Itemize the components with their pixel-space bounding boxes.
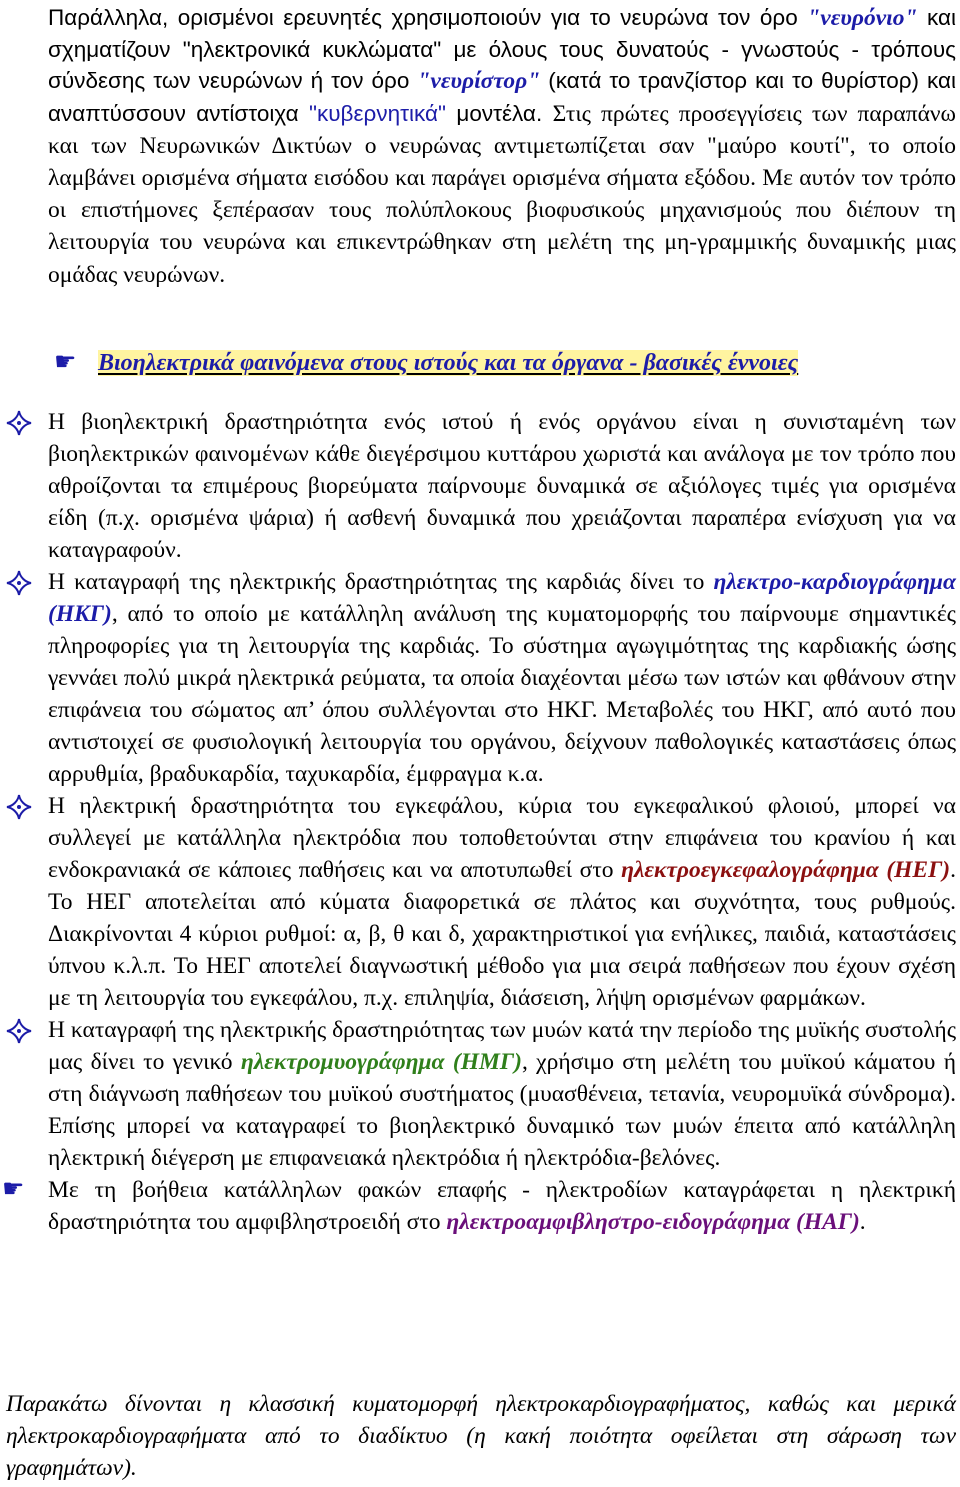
term-ecg: ηλεκτρο-καρδιογράφημα (ΗΚΓ) [48, 569, 956, 627]
term-erg: ηλεκτροαμφιβληστρο-ειδογράφημα (ΗΑΓ) [446, 1209, 860, 1235]
section-heading [54, 346, 960, 379]
diamond-bullet-icon [6, 570, 32, 596]
item-text-1: Η καταγραφή της ηλεκτρικής δραστηριότητας της καρδιάς δίνει το [48, 569, 714, 595]
item-text-2: , από το οποίο με κατάλληλη ανάλυση της κυματομορφής του παίρνουμε σημαντικές πληροφορίες για τη λειτουργία της καρδιάς. Το σύστημα αγωγιμότητας της καρδιακής ώσης γεννάει πολύ μικρά ηλεκτρικά ρεύματα, τα οποία διαχέονται μέσω των ιστών και φθάνουν στην επιφάνεια του σώματος απ’ όπου συλλέγονται στο ΗΚΓ. Μεταβολές του ΗΚΓ, από αυτό που αντιστοιχεί σε φυσιολογική λειτουργία του οργάνου, δείχνουν παθολογικές καταστάσεις όπως αρρυθμία, βραδυκαρδία, ταχυκαρδία, έμφραγμα κ.α. [48, 601, 956, 787]
item-text-2: . Το ΗΕΓ αποτελείται από κύματα διαφορετικά σε πλάτος και συχνότητα, τους ρυθμούς. Διακρίνονται 4 κύριοι ρυθμοί: α, β, θ και δ, χαρακτηριστικοί για ενήλικες, παιδιά, καταστάσεις ύπνου κ.λ.π. Το ΗΕΓ αποτελεί διαγνωστική μέθοδο για μια σειρά παθήσεων που έχουν σχέση με τη λειτουργία του εγκεφάλου, π.χ. επιληψία, διάσειση, λήψη ορισμένων φαρμάκων. [48, 857, 957, 1011]
intro-text-4: μοντέλα. [445, 100, 553, 126]
item-text-1: Με τη βοήθεια κατάλληλων φακών επαφής - ηλεκτροδίων καταγράφεται η ηλεκτρική δραστηριότητα του αμφιβληστροειδή στο [48, 1177, 956, 1235]
term-neuronio: "νευρόνιο" [807, 5, 918, 31]
intro-paragraph [48, 2, 956, 291]
pointing-hand-icon: ☛ [54, 347, 77, 376]
item-text-2: , χρήσιμο στη μελέτη του μυϊκού κάματου ή στη διάγνωση παθήσεων του μυϊκού συστήματος (μυασθένεια, τετανία, νευρομυϊκά σύνδρομα). Επίσης μπορεί να καταγραφεί το βιοηλεκτρικό δυναμικό των μυών έπειτα από κατάλληλη ηλεκτρική διέγερση με επιφανειακά ηλεκτρόδια ή ηλεκτρόδια-βελόνες. [48, 1049, 957, 1171]
diamond-bullet-icon [6, 794, 32, 820]
intro-text-1: Παράλληλα, ορισμένοι ερευνητές χρησιμοποιούν για το νευρώνα τον όρο [48, 5, 808, 30]
item-text-2: . [859, 1209, 866, 1235]
intro-text-2: και σχηματίζουν "ηλεκτρονικά κυκλώματα" με όλους τους δυνατούς - γνωστούς - τρόπους σύνδεσης των νευρώνων ή τον όρο [48, 5, 957, 94]
list-item-text [48, 1014, 956, 1174]
term-neuristor: "νευρίστορ" [417, 68, 541, 95]
closing-paragraph: Παρακάτω δίνονται η κλασσική κυματομορφή ηλεκτροκαρδιογραφήματος, καθώς και μερικά ηλεκτροκαρδιογραφήματα από το διαδίκτυο (η κακή ποιότητα οφείλεται στη σάρωση των γραφημάτων). [6, 1391, 956, 1481]
item-text-1: Η καταγραφή της ηλεκτρικής δραστηριότητας των μυών κατά την περίοδο της μυϊκής συστολής μας δίνει το γενικό [48, 1017, 956, 1075]
diamond-bullet-icon [6, 410, 32, 436]
term-eeg: ηλεκτροεγκεφαλογράφημα (ΗΕΓ) [621, 857, 951, 883]
term-kyvernitika: "κυβερνητικά" [309, 100, 446, 126]
concept-list [0, 406, 960, 1238]
intro-text-5: Στις πρώτες προσεγγίσεις των παραπάνω και των Νευρωνικών Δικτύων ο νευρώνας αντιμετωπίζεται σαν "μαύρο κουτί", το οποίο λαμβάνει ορισμένα σήματα εισόδου και παράγει ορισμένα σήματα εξόδου. Με αυτόν τον τρόπο οι επιστήμονες ξεπέρασαν τους πολύπλοκους βιοφυσικούς μηχανισμούς που διέπουν τη λειτουργία του νευρώνα και επικεντρώθηκαν στη μελέτη της μη-γραμμικής δυναμικής μιας ομάδας νευρώνων. [48, 100, 956, 288]
list-item-text [48, 1174, 956, 1238]
list-item-text [48, 406, 956, 566]
list-item-text [48, 790, 956, 1014]
intro-text-3: (κατά το τρανζίστορ και το θυρίστορ) και αναπτύσσουν αντίστοιχα [48, 68, 956, 126]
pointing-hand-icon: ☛ [2, 1174, 25, 1203]
list-item [0, 790, 956, 1014]
list-item [0, 1174, 956, 1238]
list-item [0, 1014, 956, 1174]
diamond-bullet-icon [6, 1018, 32, 1044]
section-heading-text: Βιοηλεκτρικά φαινόμενα στους ιστούς και τα όργανα - βασικές έννοιες [98, 350, 799, 376]
list-item-text [48, 566, 956, 790]
item-text-1: Η βιοηλεκτρική δραστηριότητα ενός ιστού ή ενός οργάνου είναι η συνισταμένη των βιοηλεκτρικών φαινομένων κάθε διεγέρσιμου κυττάρου χωριστά και ανάλογα με τον τρόπο που αθροίζονται τα επιμέρους βιορεύματα παίρνουμε δυναμικά σε αξιόλογες τιμές για ορισμένα είδη (π.χ. ορισμένα ψάρια) ή ασθενή δυναμικά που χρειάζονται παραπέρα ενίσχυση για να καταγραφούν. [48, 409, 956, 563]
list-item [0, 566, 956, 790]
list-item [0, 406, 956, 566]
item-text-1: Η ηλεκτρική δραστηριότητα του εγκεφάλου, κύρια του εγκεφαλικού φλοιού, μπορεί να συλλεγεί με κατάλληλα ηλεκτρόδια που τοποθετούνται στην επιφάνεια του κρανίου ή και ενδοκρανιακά σε κάποιες παθήσεις και να αποτυπωθεί στο [48, 793, 956, 883]
term-emg: ηλεκτρομυογράφημα (ΗΜΓ) [240, 1049, 522, 1075]
